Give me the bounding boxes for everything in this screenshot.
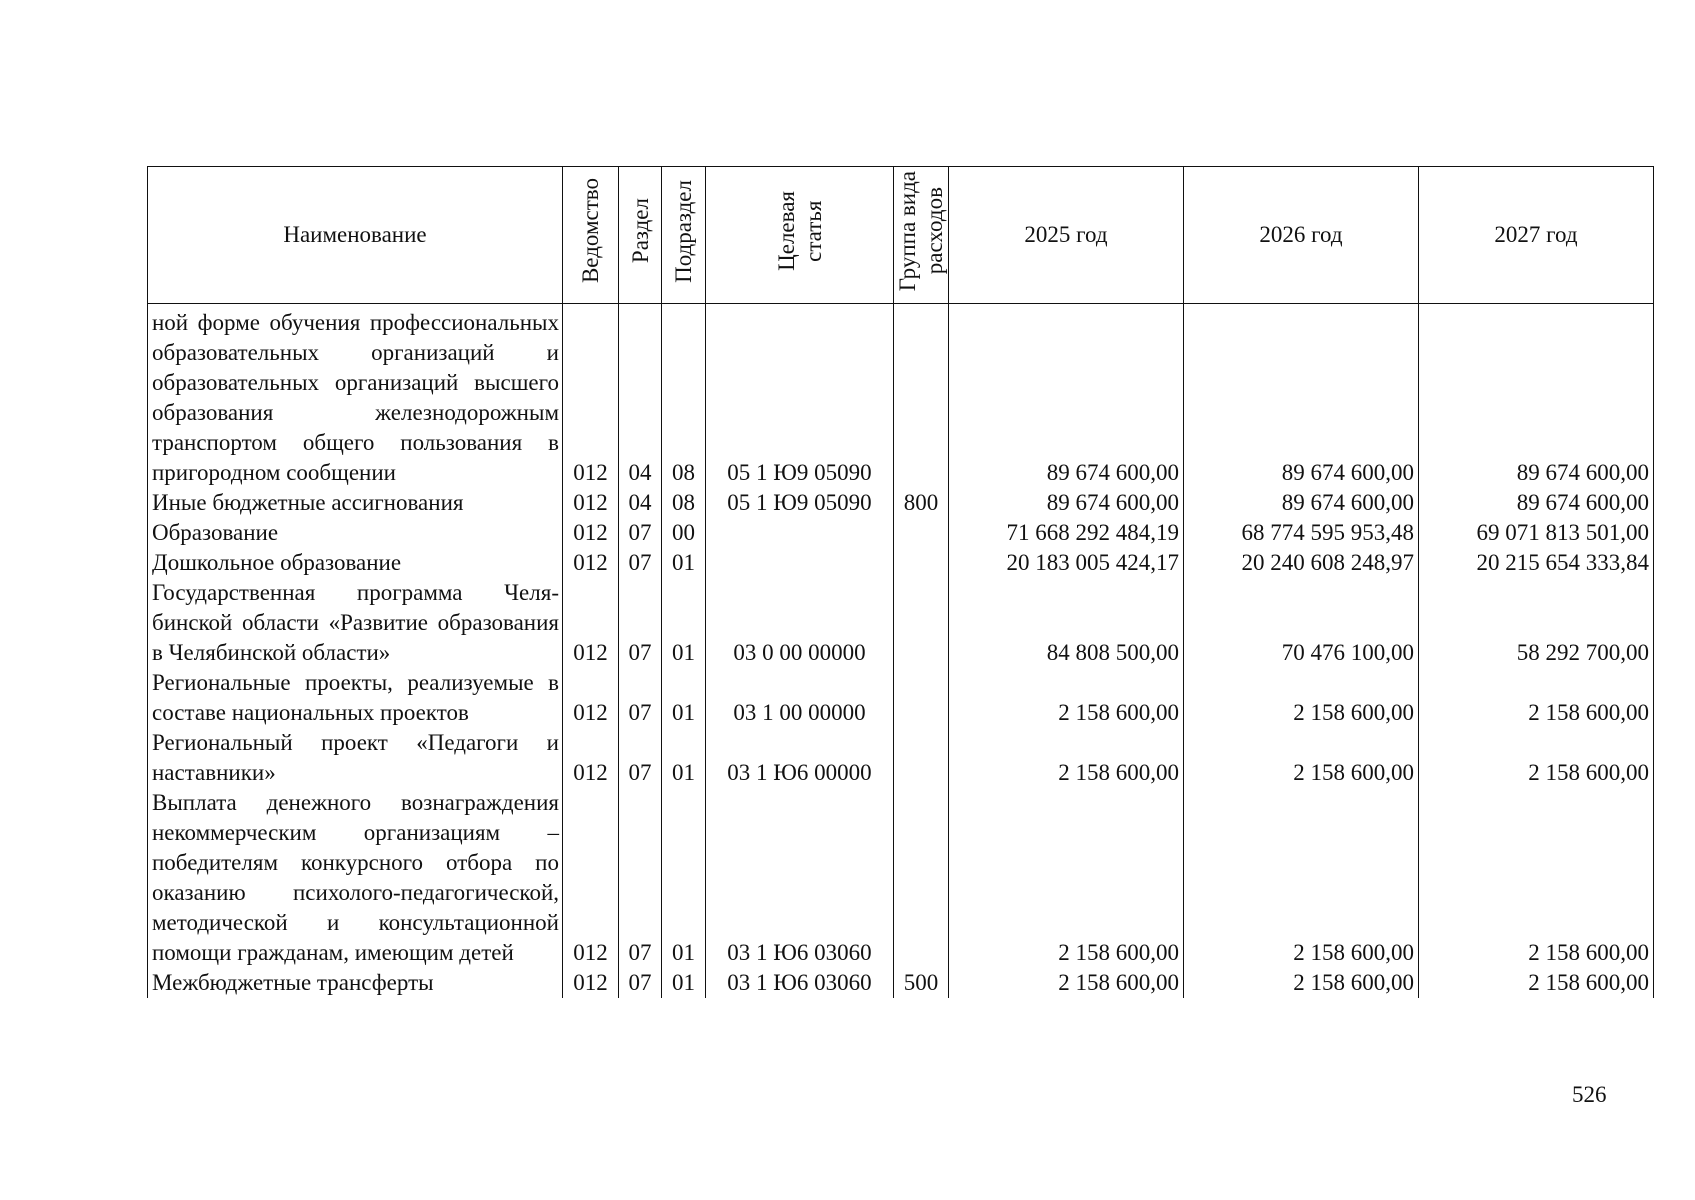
row-gruppa	[894, 304, 949, 489]
row-vedomstvo: 012	[563, 304, 619, 489]
row-amount-2025: 20 183 005 424,17	[949, 548, 1184, 578]
row-name: Региональный проект «Педагоги и наставники»	[148, 728, 563, 788]
row-podrazdel: 01	[662, 728, 706, 788]
row-podrazdel: 00	[662, 518, 706, 548]
row-podrazdel: 08	[662, 488, 706, 518]
row-razdel: 07	[619, 548, 662, 578]
header-celevaya-line1: Целевая	[773, 191, 799, 271]
header-2026: 2026 год	[1184, 167, 1419, 304]
row-amount-2027: 2 158 600,00	[1419, 968, 1654, 998]
table-row	[148, 668, 1654, 728]
row-gruppa: 500	[894, 968, 949, 998]
row-amount-2027: 2 158 600,00	[1419, 728, 1654, 788]
row-celevaya-statya: 03 1 00 00000	[706, 668, 894, 728]
row-amount-2026: 2 158 600,00	[1184, 728, 1419, 788]
row-amount-2027: 2 158 600,00	[1419, 788, 1654, 968]
row-celevaya-statya: 05 1 Ю9 05090	[706, 304, 894, 489]
row-gruppa	[894, 728, 949, 788]
row-amount-2025: 89 674 600,00	[949, 304, 1184, 489]
row-celevaya-statya: 05 1 Ю9 05090	[706, 488, 894, 518]
row-amount-2026: 2 158 600,00	[1184, 668, 1419, 728]
page-number: 526	[1572, 1082, 1607, 1107]
header-gruppa-line1: Группа вида	[895, 170, 920, 292]
header-vedomstvo-label: Ведомство	[578, 178, 603, 284]
row-vedomstvo: 012	[563, 668, 619, 728]
row-vedomstvo: 012	[563, 518, 619, 548]
table-row	[148, 578, 1654, 668]
header-celevaya-statya-label	[773, 191, 827, 271]
row-amount-2025: 71 668 292 484,19	[949, 518, 1184, 548]
header-razdel-label: Раздел	[627, 198, 653, 264]
row-celevaya-statya: 03 1 Ю6 00000	[706, 728, 894, 788]
row-vedomstvo: 012	[563, 788, 619, 968]
row-name: Выплата денежного вознаграждения некоммерческим организациям – победителям конкурсного отбора по оказанию психолого-педагогической, методической и консультационной помощи гражданам, имеющим детей	[148, 788, 563, 968]
row-amount-2026: 89 674 600,00	[1184, 488, 1419, 518]
row-amount-2027: 20 215 654 333,84	[1419, 548, 1654, 578]
row-razdel: 04	[619, 304, 662, 489]
header-celevaya-statya	[706, 167, 894, 304]
table-row	[148, 728, 1654, 788]
row-gruppa	[894, 548, 949, 578]
table-body	[148, 304, 1654, 999]
row-amount-2025: 2 158 600,00	[949, 728, 1184, 788]
row-amount-2026: 68 774 595 953,48	[1184, 518, 1419, 548]
row-name: Межбюджетные трансферты	[148, 968, 563, 998]
row-amount-2025: 2 158 600,00	[949, 968, 1184, 998]
table-row	[148, 788, 1654, 968]
row-podrazdel: 01	[662, 578, 706, 668]
row-gruppa	[894, 668, 949, 728]
header-podrazdel-label: Подраздел	[671, 179, 696, 283]
table-row	[148, 488, 1654, 518]
row-amount-2025: 84 808 500,00	[949, 578, 1184, 668]
header-row	[148, 167, 1654, 304]
table-row	[148, 548, 1654, 578]
row-razdel: 07	[619, 788, 662, 968]
row-gruppa	[894, 788, 949, 968]
row-amount-2026: 20 240 608 248,97	[1184, 548, 1419, 578]
table-row	[148, 304, 1654, 489]
row-razdel: 04	[619, 488, 662, 518]
row-gruppa: 800	[894, 488, 949, 518]
header-2025: 2025 год	[949, 167, 1184, 304]
header-razdel	[619, 167, 662, 304]
row-razdel: 07	[619, 668, 662, 728]
row-vedomstvo: 012	[563, 548, 619, 578]
row-celevaya-statya: 03 1 Ю6 03060	[706, 788, 894, 968]
row-gruppa	[894, 518, 949, 548]
row-gruppa	[894, 578, 949, 668]
row-name: Иные бюджетные ассигнования	[148, 488, 563, 518]
header-gruppa-label	[894, 171, 948, 291]
row-podrazdel: 01	[662, 788, 706, 968]
row-amount-2026: 89 674 600,00	[1184, 304, 1419, 489]
row-celevaya-statya: 03 0 00 00000	[706, 578, 894, 668]
row-vedomstvo: 012	[563, 578, 619, 668]
header-gruppa-vida-rashodov	[894, 167, 949, 304]
table-row	[148, 518, 1654, 548]
header-gruppa-line2: расходов	[922, 187, 947, 275]
row-razdel: 07	[619, 728, 662, 788]
row-celevaya-statya: 03 1 Ю6 03060	[706, 968, 894, 998]
budget-table	[147, 166, 1654, 998]
header-podrazdel	[662, 167, 706, 304]
row-vedomstvo: 012	[563, 968, 619, 998]
row-name: Образование	[148, 518, 563, 548]
row-podrazdel: 08	[662, 304, 706, 489]
row-name: Государственная программа Челябинской области «Развитие образования в Челябинской области»	[148, 578, 563, 668]
row-vedomstvo: 012	[563, 488, 619, 518]
row-amount-2026: 2 158 600,00	[1184, 968, 1419, 998]
row-amount-2026: 70 476 100,00	[1184, 578, 1419, 668]
row-celevaya-statya	[706, 548, 894, 578]
row-name: Региональные проекты, реализуемые в составе национальных проектов	[148, 668, 563, 728]
row-amount-2027: 89 674 600,00	[1419, 304, 1654, 489]
row-amount-2025: 2 158 600,00	[949, 668, 1184, 728]
row-razdel: 07	[619, 518, 662, 548]
row-name: ной форме обучения профессиональных образовательных организаций и образовательных организаций высшего образования железнодорожным транспортом общего пользования в пригородном сообщении	[148, 304, 563, 489]
row-amount-2026: 2 158 600,00	[1184, 788, 1419, 968]
header-name: Наименование	[148, 167, 563, 304]
row-amount-2027: 89 674 600,00	[1419, 488, 1654, 518]
row-razdel: 07	[619, 578, 662, 668]
row-podrazdel: 01	[662, 548, 706, 578]
row-razdel: 07	[619, 968, 662, 998]
row-amount-2027: 2 158 600,00	[1419, 668, 1654, 728]
row-amount-2025: 89 674 600,00	[949, 488, 1184, 518]
table-row	[148, 968, 1654, 998]
row-amount-2025: 2 158 600,00	[949, 788, 1184, 968]
row-name: Дошкольное образование	[148, 548, 563, 578]
header-vedomstvo	[563, 167, 619, 304]
row-celevaya-statya	[706, 518, 894, 548]
header-celevaya-line2: статья	[800, 200, 826, 262]
row-vedomstvo: 012	[563, 728, 619, 788]
row-amount-2027: 69 071 813 501,00	[1419, 518, 1654, 548]
row-podrazdel: 01	[662, 668, 706, 728]
row-amount-2027: 58 292 700,00	[1419, 578, 1654, 668]
row-podrazdel: 01	[662, 968, 706, 998]
header-2027: 2027 год	[1419, 167, 1654, 304]
